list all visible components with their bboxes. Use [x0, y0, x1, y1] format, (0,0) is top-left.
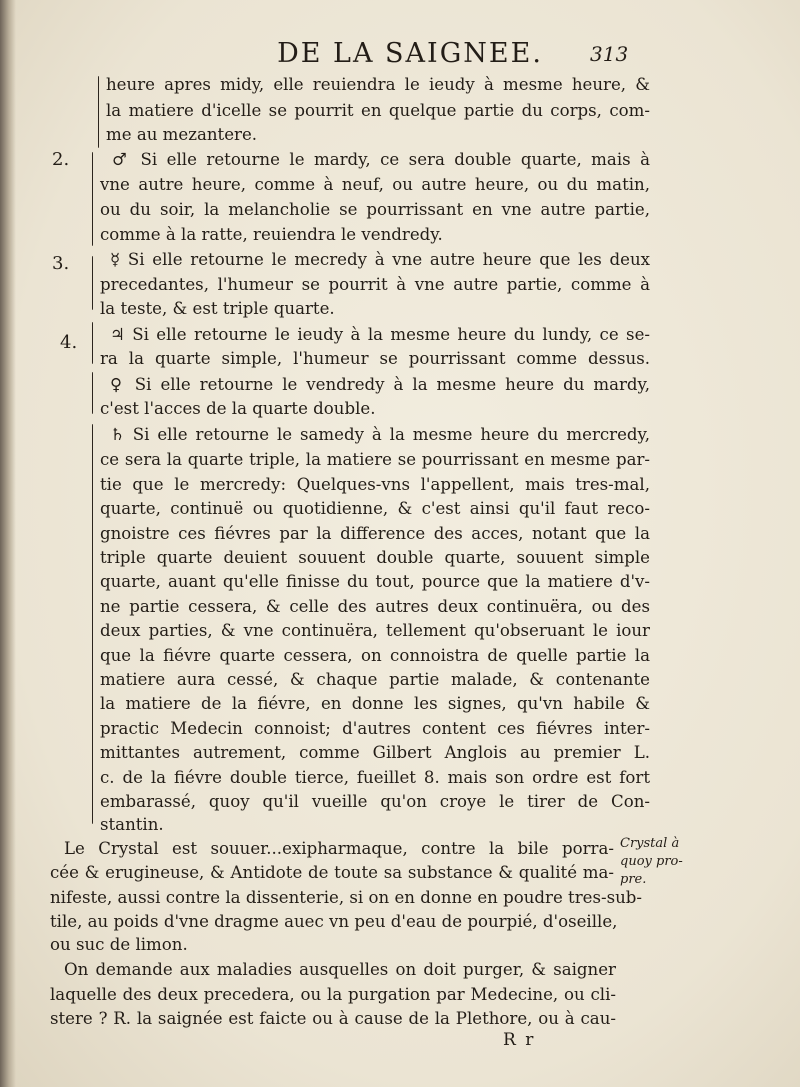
brace-monday: [98, 76, 99, 148]
text-line: stere ? R. la saignée est faicte ou à cause de la Plethore, ou à cau-: [50, 1009, 616, 1028]
text-line: tie que le mercredy: Quelques-vns l'appellent, mais tres-mal,: [100, 475, 650, 494]
brace-saturday: [92, 424, 93, 824]
brace-thursday: [92, 322, 93, 364]
text-line: laquelle des deux precedera, ou la purgation par Medecine, ou cli-: [50, 985, 616, 1004]
text-line: mittantes autrement, comme Gilbert Anglois au premier L.: [100, 743, 650, 762]
running-title: DE LA SAIGNEE.: [277, 38, 543, 69]
text-line: ♃ Si elle retourne le ieudy à la mesme heure du lundy, ce se-: [110, 325, 650, 344]
text-line: c. de la fiévre double tierce, fueillet 8. mais son ordre est fort: [100, 768, 650, 787]
text-line: ou du soir, la melancholie se pourrissant en vne autre partie,: [100, 200, 650, 219]
section-number-4: 4.: [60, 332, 78, 353]
text-line: ra la quarte simple, l'humeur se pourrissant comme dessus.: [100, 349, 650, 368]
text-line: vne autre heure, comme à neuf, ou autre heure, ou du matin,: [100, 175, 650, 194]
text-line: nifeste, aussi contre la dissenterie, si on en donne en poudre tres-sub-: [50, 888, 643, 907]
margin-note-line: Crystal à: [620, 836, 680, 851]
text-line: ne partie cessera, & celle des autres deux continuëra, ou des: [100, 597, 650, 616]
text-line: ♄ Si elle retourne le samedy à la mesme heure du mercredy,: [110, 425, 650, 444]
page-header: [0, 38, 800, 72]
text-line: tile, au poids d'vne dragme auec vn peu d'eau de pourpié, d'oseille,: [50, 912, 618, 931]
text-line: Le Crystal est souuer...exipharmaque, contre la bile porra-: [64, 839, 614, 858]
margin-note-line: quoy pro-: [620, 854, 683, 869]
brace-tuesday: [92, 152, 93, 246]
text-line: que la fiévre quarte cessera, on connoistra de quelle partie la: [100, 646, 650, 665]
text-line: precedantes, l'humeur se pourrit à vne autre partie, comme à: [100, 275, 650, 294]
page-gutter-shadow: [0, 0, 16, 1087]
text-line: ou suc de limon.: [50, 935, 188, 954]
text-line: stantin.: [100, 815, 164, 834]
text-line: matiere aura cessé, & chaque partie malade, & contenante: [100, 670, 650, 689]
text-line: gnoistre ces fiévres par la difference des acces, notant que la: [100, 524, 650, 543]
section-number-2: 2.: [52, 149, 70, 170]
text-line: practic Medecin connoist; d'autres content ces fiévres inter-: [100, 719, 650, 738]
section-number-3: 3.: [52, 253, 70, 274]
text-line: deux parties, & vne continuëra, tellement qu'obseruant le iour: [100, 621, 650, 640]
text-line: la matiere d'icelle se pourrit en quelque partie du corps, com-: [106, 101, 650, 120]
brace-wednesday: [92, 256, 93, 310]
text-line: ♂ Si elle retourne le mardy, ce sera double quarte, mais à: [112, 150, 650, 169]
text-line: embarassé, quoy qu'il vueille qu'on croye le tirer de Con-: [100, 792, 650, 811]
text-line: me au mezantere.: [106, 125, 258, 144]
text-line: ce sera la quarte triple, la matiere se pourrissant en mesme par-: [100, 450, 650, 469]
text-line: ☿ Si elle retourne le mecredy à vne autre heure que les deux: [110, 250, 650, 269]
margin-note-line: pre.: [620, 872, 647, 887]
text-line: la matiere de la fiévre, en donne les signes, qu'vn habile &: [100, 694, 650, 713]
text-line: ♀ Si elle retourne le vendredy à la mesme heure du mardy,: [110, 375, 650, 394]
text-line: la teste, & est triple quarte.: [100, 299, 335, 318]
text-line: triple quarte deuient souuent double quarte, souuent simple: [100, 548, 650, 567]
text-line: heure apres midy, elle reuiendra le ieudy à mesme heure, &: [106, 75, 650, 94]
signature-mark: R r: [503, 1030, 536, 1050]
text-line: quarte, continuë ou quotidienne, & c'est ainsi qu'il faut reco-: [100, 499, 650, 518]
text-line: cée & erugineuse, & Antidote de toute sa substance & qualité ma-: [50, 863, 614, 882]
page-number: 313: [590, 42, 629, 66]
text-line: quarte, auant qu'elle finisse du tout, pource que la matiere d'v-: [100, 572, 650, 591]
text-line: comme à la ratte, reuiendra le vendredy.: [100, 225, 443, 244]
brace-friday: [92, 372, 93, 414]
text-line: c'est l'acces de la quarte double.: [100, 399, 376, 418]
text-line: On demande aux maladies ausquelles on doit purger, & saigner: [64, 960, 616, 979]
